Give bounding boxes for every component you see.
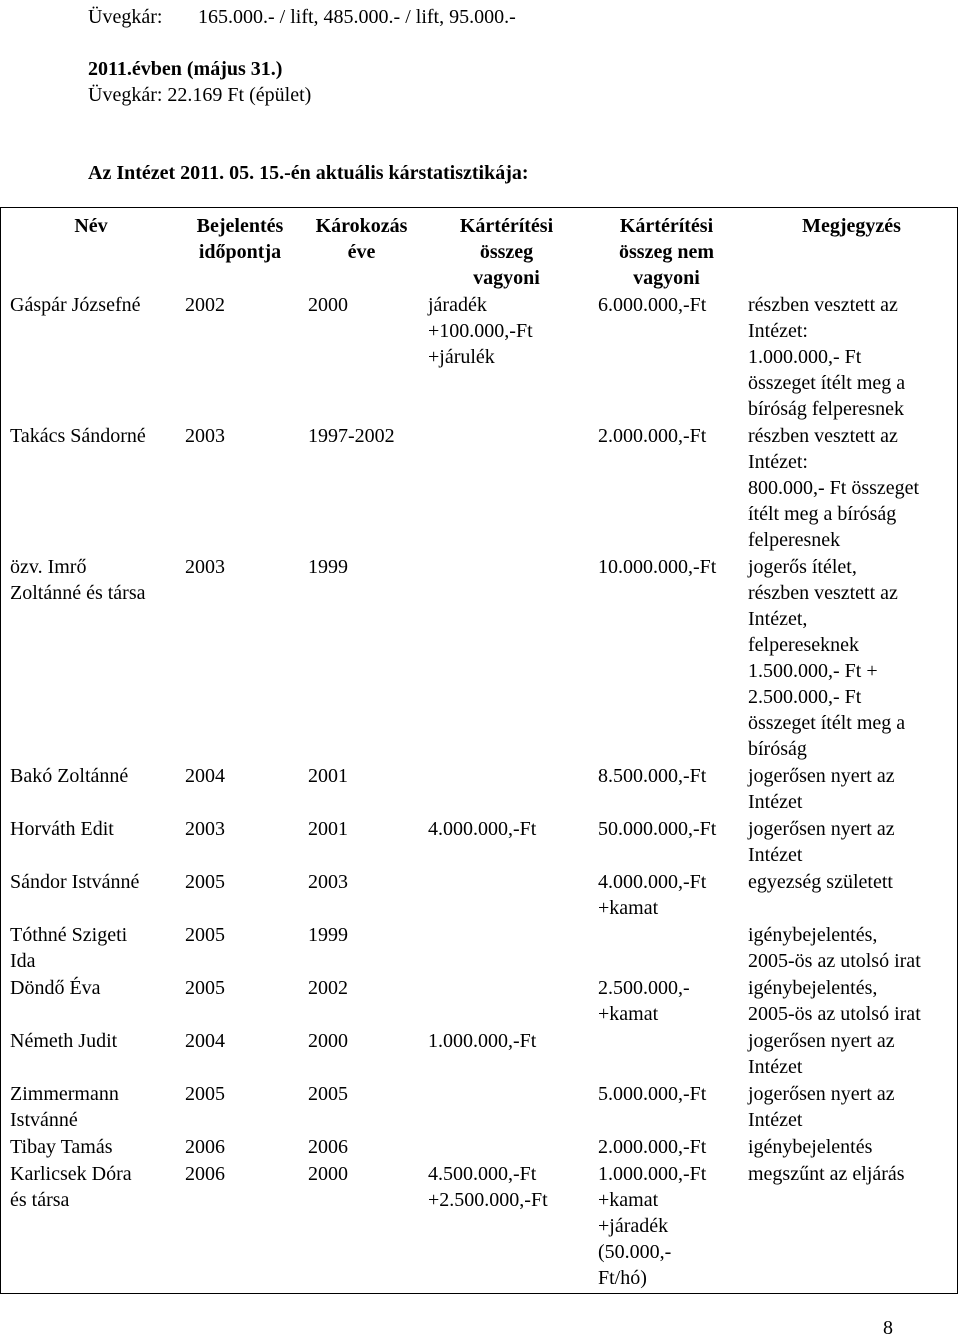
table-row <box>0 868 958 921</box>
cell-name: Tóthné Szigeti Ida <box>10 924 128 972</box>
cell-reported: 2005 <box>185 977 225 999</box>
column-header-nonmaterial: Kártérítési összeg nem vagyoni <box>619 215 714 289</box>
cell-nonmaterial: 6.000.000,-Ft <box>598 294 707 316</box>
cell-nonmaterial <box>588 921 738 974</box>
cell-note: igénybejelentés, 2005-ös az utolsó irat <box>748 924 921 972</box>
cell-reported: 2006 <box>185 1136 225 1158</box>
cell-name: Takács Sándorné <box>10 425 146 447</box>
cell-damage-year: 2001 <box>308 765 348 787</box>
column-header-note: Megjegyzés <box>802 215 901 237</box>
cell-material: járadék +100.000,-Ft +járulék <box>428 294 533 368</box>
cell-material <box>418 1133 588 1160</box>
table-row <box>0 1027 958 1080</box>
cell-nonmaterial: 1.000.000,-Ft +kamat +járadék (50.000,- Ft/hó) <box>598 1163 707 1289</box>
cell-material <box>418 762 588 815</box>
year-heading: 2011.évben (május 31.) <box>88 58 283 80</box>
cell-material <box>418 1080 588 1133</box>
cell-note: jogerősen nyert az Intézet <box>748 1030 895 1078</box>
glass-damage-line <box>88 4 516 30</box>
cell-damage-year: 2005 <box>308 1083 348 1105</box>
cell-material: 4.500.000,-Ft +2.500.000,-Ft <box>428 1163 548 1211</box>
cell-nonmaterial: 10.000.000,-Ft <box>598 556 717 578</box>
cell-damage-year: 1997-2002 <box>308 425 395 447</box>
cell-note: jogerősen nyert az Intézet <box>748 765 895 813</box>
table-row <box>0 1080 958 1133</box>
cell-nonmaterial: 5.000.000,-Ft <box>598 1083 707 1105</box>
cell-reported: 2006 <box>185 1163 225 1185</box>
cell-reported: 2002 <box>185 294 225 316</box>
table-row <box>0 1160 958 1291</box>
cell-reported: 2003 <box>185 556 225 578</box>
table-row <box>0 815 958 868</box>
cell-material <box>418 921 588 974</box>
table-row <box>0 291 958 422</box>
table-row <box>0 553 958 762</box>
cell-note: megszűnt az eljárás <box>748 1163 905 1185</box>
column-header-material: Kártérítési összeg vagyoni <box>459 215 554 289</box>
table-row <box>0 422 958 553</box>
cell-damage-year: 1999 <box>308 556 348 578</box>
cell-damage-year: 2000 <box>308 1163 348 1185</box>
cell-nonmaterial: 2.000.000,-Ft <box>598 425 707 447</box>
cell-damage-year: 2002 <box>308 977 348 999</box>
cell-note: igénybejelentés <box>748 1136 873 1158</box>
cell-note: jogerősen nyert az Intézet <box>748 818 895 866</box>
cell-reported: 2005 <box>185 1083 225 1105</box>
statistics-heading: Az Intézet 2011. 05. 15.-én aktuális kárstatisztikája: <box>88 162 529 184</box>
table-row <box>0 974 958 1027</box>
cell-note: részben vesztett az Intézet: 800.000,- Ft összeget ítélt meg a bíróság felperesnek <box>748 425 920 551</box>
table-header-row <box>0 207 958 291</box>
damage-statistics-table <box>0 207 958 1291</box>
column-header-damage-year: Károkozás éve <box>315 215 408 263</box>
table-row <box>0 921 958 974</box>
cell-nonmaterial: 2.500.000,- +kamat <box>598 977 690 1025</box>
cell-damage-year: 2000 <box>308 294 348 316</box>
cell-note: egyezség született <box>748 871 893 893</box>
glass-damage-building: Üvegkár: 22.169 Ft (épület) <box>88 84 312 106</box>
cell-damage-year: 2003 <box>308 871 348 893</box>
table-row <box>0 762 958 815</box>
cell-reported: 2004 <box>185 1030 225 1052</box>
glass-damage-prices: 165.000.- / lift, 485.000.- / lift, 95.000.- <box>198 6 516 28</box>
table-row <box>0 1133 958 1160</box>
cell-material <box>418 974 588 1027</box>
page-number: 8 <box>883 1317 893 1339</box>
cell-note: igénybejelentés, 2005-ös az utolsó irat <box>748 977 921 1025</box>
cell-damage-year: 2000 <box>308 1030 348 1052</box>
cell-material: 1.000.000,-Ft <box>428 1030 537 1052</box>
cell-reported: 2005 <box>185 871 225 893</box>
cell-name: özv. Imrő Zoltánné és társa <box>10 556 146 604</box>
cell-name: Gáspár Józsefné <box>10 294 141 316</box>
cell-material <box>418 422 588 553</box>
cell-name: Németh Judit <box>10 1030 118 1052</box>
cell-nonmaterial: 2.000.000,-Ft <box>598 1136 707 1158</box>
column-header-reported: Bejelentés időpontja <box>196 215 284 263</box>
glass-damage-label: Üvegkár: <box>88 6 163 28</box>
cell-nonmaterial: 8.500.000,-Ft <box>598 765 707 787</box>
cell-reported: 2004 <box>185 765 225 787</box>
cell-material: 4.000.000,-Ft <box>428 818 537 840</box>
cell-material <box>418 553 588 762</box>
cell-nonmaterial: 4.000.000,-Ft +kamat <box>598 871 707 919</box>
cell-reported: 2005 <box>185 924 225 946</box>
cell-note: jogerős ítélet, részben vesztett az Intézet, felpereseknek 1.500.000,- Ft + 2.500.000,- Ft összeget ítélt meg a bíróság <box>748 556 906 760</box>
cell-name: Horváth Edit <box>10 818 114 840</box>
cell-damage-year: 2001 <box>308 818 348 840</box>
cell-reported: 2003 <box>185 425 225 447</box>
cell-name: Bakó Zoltánné <box>10 765 129 787</box>
cell-name: Tibay Tamás <box>10 1136 113 1158</box>
cell-reported: 2003 <box>185 818 225 840</box>
column-header-name: Név <box>74 215 108 237</box>
cell-name: Sándor Istvánné <box>10 871 140 893</box>
cell-name: Zimmermann Istvánné <box>10 1083 119 1131</box>
cell-material <box>418 868 588 921</box>
cell-note: jogerősen nyert az Intézet <box>748 1083 895 1131</box>
cell-damage-year: 1999 <box>308 924 348 946</box>
cell-note: részben vesztett az Intézet: 1.000.000,- Ft összeget ítélt meg a bíróság felperesnek <box>748 294 906 420</box>
cell-name: Döndő Éva <box>10 977 101 999</box>
cell-nonmaterial: 50.000.000,-Ft <box>598 818 717 840</box>
cell-damage-year: 2006 <box>308 1136 348 1158</box>
cell-nonmaterial <box>588 1027 738 1080</box>
cell-name: Karlicsek Dóra és társa <box>10 1163 132 1211</box>
